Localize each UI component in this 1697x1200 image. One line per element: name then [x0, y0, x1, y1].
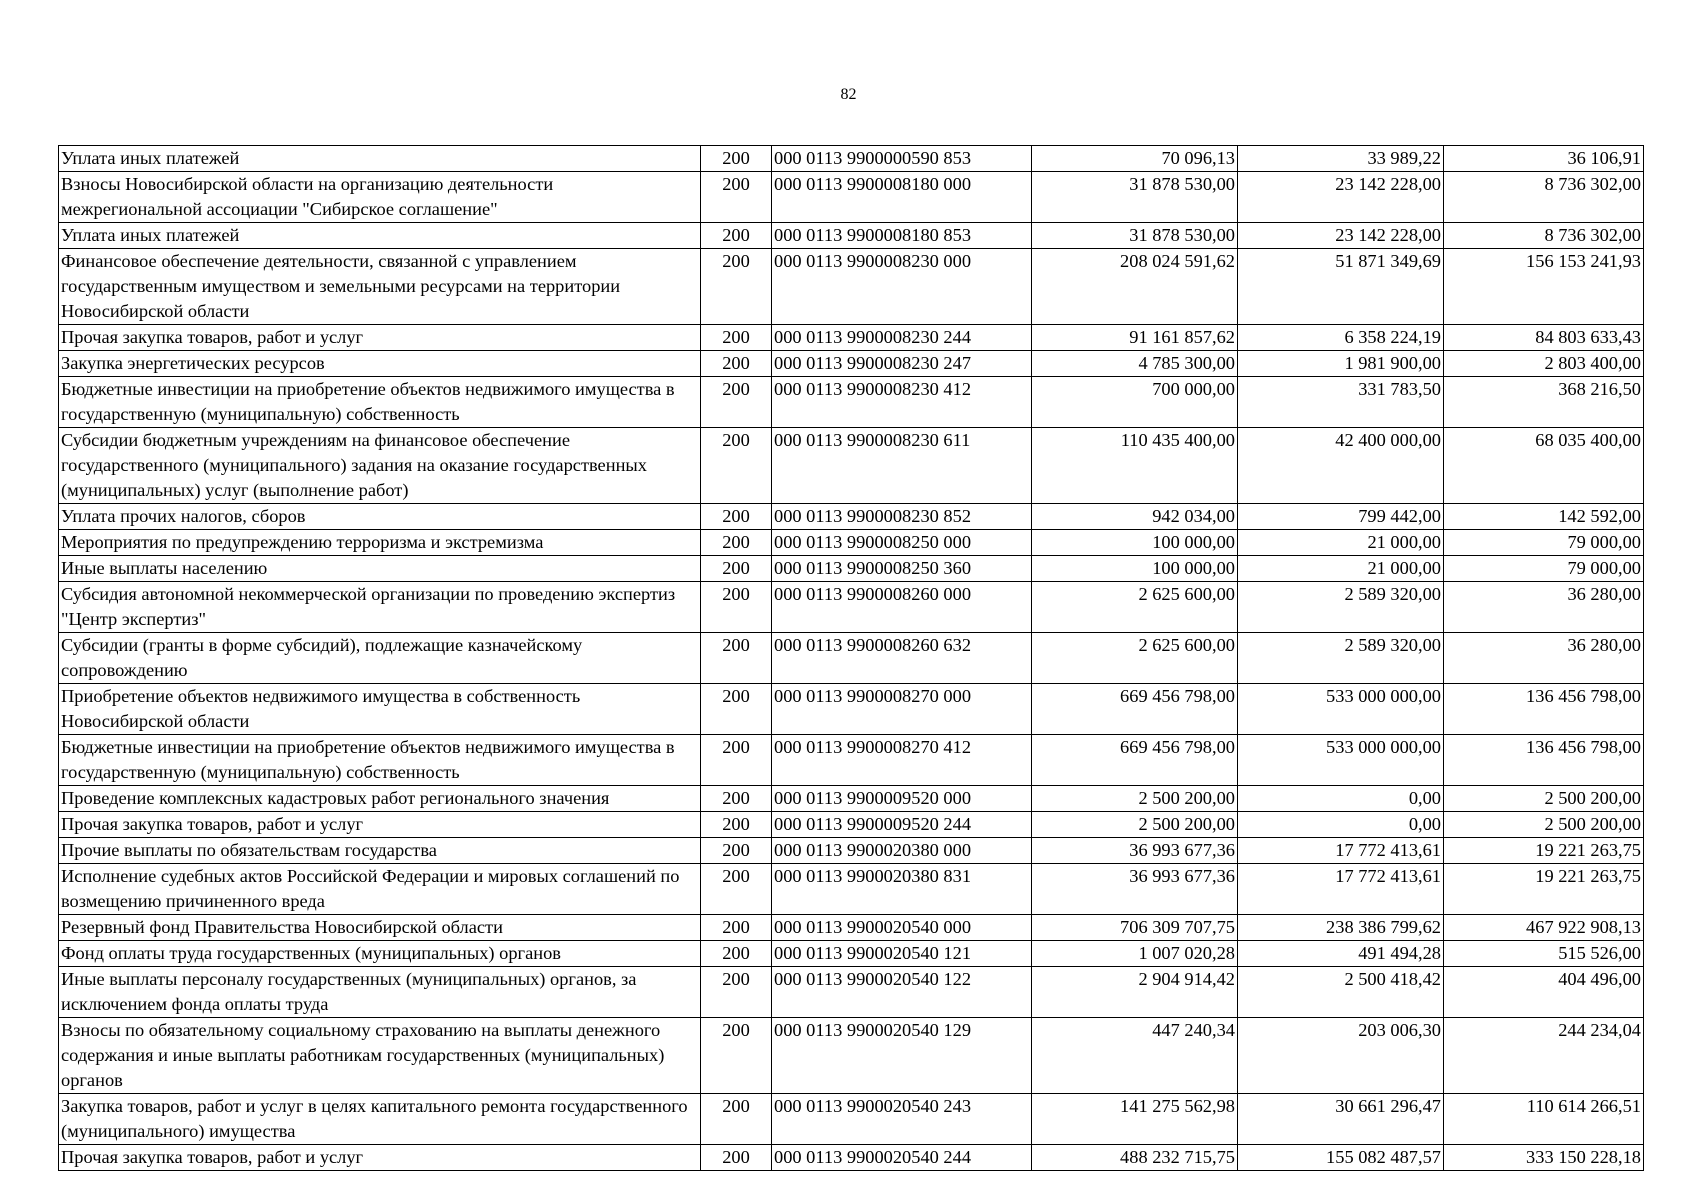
- cell-approved-amount: 2 904 914,42: [1032, 967, 1238, 1018]
- cell-approved-amount: 706 309 707,75: [1032, 915, 1238, 941]
- table-body: [59, 146, 1644, 1171]
- cell-name: Субсидии (гранты в форме субсидий), подлежащие казначейскому сопровождению: [59, 633, 701, 684]
- cell-budget-classification-code: 000 0113 9900020540 000: [772, 915, 1032, 941]
- cell-name: Взносы по обязательному социальному страхованию на выплаты денежного содержания и иные выплаты работникам государственных (муниципальных) органов: [59, 1018, 701, 1094]
- cell-approved-amount: 2 500 200,00: [1032, 812, 1238, 838]
- cell-unexecuted-amount: 110 614 266,51: [1444, 1094, 1644, 1145]
- table-row: [59, 1018, 1644, 1094]
- cell-executed-amount: 491 494,28: [1238, 941, 1444, 967]
- cell-approved-amount: 70 096,13: [1032, 146, 1238, 172]
- cell-approved-amount: 208 024 591,62: [1032, 249, 1238, 325]
- table-row: [59, 967, 1644, 1018]
- cell-executed-amount: 203 006,30: [1238, 1018, 1444, 1094]
- cell-executed-amount: 238 386 799,62: [1238, 915, 1444, 941]
- cell-approved-amount: 669 456 798,00: [1032, 735, 1238, 786]
- cell-admin-code: 200: [701, 838, 772, 864]
- cell-executed-amount: 30 661 296,47: [1238, 1094, 1444, 1145]
- cell-name: Уплата прочих налогов, сборов: [59, 504, 701, 530]
- cell-approved-amount: 1 007 020,28: [1032, 941, 1238, 967]
- cell-approved-amount: 669 456 798,00: [1032, 684, 1238, 735]
- cell-executed-amount: 533 000 000,00: [1238, 735, 1444, 786]
- cell-executed-amount: 42 400 000,00: [1238, 428, 1444, 504]
- table-row: [59, 146, 1644, 172]
- table-row: [59, 223, 1644, 249]
- table-row: [59, 504, 1644, 530]
- cell-budget-classification-code: 000 0113 9900008250 360: [772, 556, 1032, 582]
- cell-unexecuted-amount: 36 280,00: [1444, 633, 1644, 684]
- table-row: [59, 1145, 1644, 1171]
- cell-approved-amount: 31 878 530,00: [1032, 172, 1238, 223]
- table-row: [59, 582, 1644, 633]
- cell-admin-code: 200: [701, 1145, 772, 1171]
- cell-unexecuted-amount: 36 280,00: [1444, 582, 1644, 633]
- cell-admin-code: 200: [701, 556, 772, 582]
- cell-budget-classification-code: 000 0113 9900008230 611: [772, 428, 1032, 504]
- cell-budget-classification-code: 000 0113 9900008270 000: [772, 684, 1032, 735]
- cell-budget-classification-code: 000 0113 9900008180 000: [772, 172, 1032, 223]
- table-row: [59, 428, 1644, 504]
- cell-name: Уплата иных платежей: [59, 146, 701, 172]
- cell-approved-amount: 110 435 400,00: [1032, 428, 1238, 504]
- cell-admin-code: 200: [701, 786, 772, 812]
- cell-approved-amount: 2 625 600,00: [1032, 582, 1238, 633]
- cell-unexecuted-amount: 2 500 200,00: [1444, 786, 1644, 812]
- cell-approved-amount: 91 161 857,62: [1032, 325, 1238, 351]
- cell-budget-classification-code: 000 0113 9900008250 000: [772, 530, 1032, 556]
- table-row: [59, 249, 1644, 325]
- cell-admin-code: 200: [701, 504, 772, 530]
- cell-executed-amount: 799 442,00: [1238, 504, 1444, 530]
- table-row: [59, 786, 1644, 812]
- cell-budget-classification-code: 000 0113 9900008180 853: [772, 223, 1032, 249]
- cell-unexecuted-amount: 156 153 241,93: [1444, 249, 1644, 325]
- cell-budget-classification-code: 000 0113 9900008260 632: [772, 633, 1032, 684]
- cell-admin-code: 200: [701, 864, 772, 915]
- cell-unexecuted-amount: 79 000,00: [1444, 556, 1644, 582]
- cell-budget-classification-code: 000 0113 9900020540 121: [772, 941, 1032, 967]
- cell-unexecuted-amount: 467 922 908,13: [1444, 915, 1644, 941]
- cell-budget-classification-code: 000 0113 9900008230 244: [772, 325, 1032, 351]
- cell-name: Проведение комплексных кадастровых работ регионального значения: [59, 786, 701, 812]
- cell-name: Мероприятия по предупреждению терроризма и экстремизма: [59, 530, 701, 556]
- cell-unexecuted-amount: 8 736 302,00: [1444, 172, 1644, 223]
- cell-name: Иные выплаты персоналу государственных (муниципальных) органов, за исключением фонда оплаты труда: [59, 967, 701, 1018]
- cell-name: Взносы Новосибирской области на организацию деятельности межрегиональной ассоциации "Сибирское соглашение": [59, 172, 701, 223]
- table-row: [59, 1094, 1644, 1145]
- cell-name: Субсидия автономной некоммерческой организации по проведению экспертиз "Центр экспертиз": [59, 582, 701, 633]
- cell-approved-amount: 31 878 530,00: [1032, 223, 1238, 249]
- cell-name: Уплата иных платежей: [59, 223, 701, 249]
- budget-table: [58, 145, 1644, 1171]
- table-row: [59, 633, 1644, 684]
- cell-admin-code: 200: [701, 735, 772, 786]
- table-row: [59, 530, 1644, 556]
- cell-budget-classification-code: 000 0113 9900000590 853: [772, 146, 1032, 172]
- cell-unexecuted-amount: 79 000,00: [1444, 530, 1644, 556]
- cell-unexecuted-amount: 19 221 263,75: [1444, 864, 1644, 915]
- cell-approved-amount: 36 993 677,36: [1032, 864, 1238, 915]
- cell-budget-classification-code: 000 0113 9900020540 243: [772, 1094, 1032, 1145]
- cell-unexecuted-amount: 404 496,00: [1444, 967, 1644, 1018]
- cell-unexecuted-amount: 2 500 200,00: [1444, 812, 1644, 838]
- cell-approved-amount: 700 000,00: [1032, 377, 1238, 428]
- cell-approved-amount: 141 275 562,98: [1032, 1094, 1238, 1145]
- cell-executed-amount: 21 000,00: [1238, 556, 1444, 582]
- cell-admin-code: 200: [701, 146, 772, 172]
- cell-unexecuted-amount: 333 150 228,18: [1444, 1145, 1644, 1171]
- cell-executed-amount: 21 000,00: [1238, 530, 1444, 556]
- cell-admin-code: 200: [701, 530, 772, 556]
- cell-admin-code: 200: [701, 582, 772, 633]
- cell-executed-amount: 23 142 228,00: [1238, 223, 1444, 249]
- cell-budget-classification-code: 000 0113 9900008230 852: [772, 504, 1032, 530]
- cell-admin-code: 200: [701, 684, 772, 735]
- cell-name: Исполнение судебных актов Российской Федерации и мировых соглашений по возмещению причиненного вреда: [59, 864, 701, 915]
- table-row: [59, 812, 1644, 838]
- table-row: [59, 941, 1644, 967]
- cell-admin-code: 200: [701, 172, 772, 223]
- cell-approved-amount: 488 232 715,75: [1032, 1145, 1238, 1171]
- cell-executed-amount: 1 981 900,00: [1238, 351, 1444, 377]
- cell-unexecuted-amount: 515 526,00: [1444, 941, 1644, 967]
- cell-name: Иные выплаты населению: [59, 556, 701, 582]
- cell-name: Прочая закупка товаров, работ и услуг: [59, 812, 701, 838]
- cell-unexecuted-amount: 142 592,00: [1444, 504, 1644, 530]
- table-row: [59, 684, 1644, 735]
- cell-name: Приобретение объектов недвижимого имущества в собственность Новосибирской области: [59, 684, 701, 735]
- cell-name: Закупка товаров, работ и услуг в целях капитального ремонта государственного (муниципального) имущества: [59, 1094, 701, 1145]
- table-row: [59, 377, 1644, 428]
- table-row: [59, 838, 1644, 864]
- cell-admin-code: 200: [701, 1018, 772, 1094]
- cell-approved-amount: 36 993 677,36: [1032, 838, 1238, 864]
- cell-executed-amount: 155 082 487,57: [1238, 1145, 1444, 1171]
- cell-approved-amount: 100 000,00: [1032, 556, 1238, 582]
- cell-admin-code: 200: [701, 915, 772, 941]
- cell-executed-amount: 2 589 320,00: [1238, 582, 1444, 633]
- cell-unexecuted-amount: 36 106,91: [1444, 146, 1644, 172]
- cell-executed-amount: 0,00: [1238, 812, 1444, 838]
- cell-budget-classification-code: 000 0113 9900009520 000: [772, 786, 1032, 812]
- cell-budget-classification-code: 000 0113 9900008230 000: [772, 249, 1032, 325]
- cell-unexecuted-amount: 244 234,04: [1444, 1018, 1644, 1094]
- cell-unexecuted-amount: 68 035 400,00: [1444, 428, 1644, 504]
- cell-name: Закупка энергетических ресурсов: [59, 351, 701, 377]
- cell-executed-amount: 23 142 228,00: [1238, 172, 1444, 223]
- cell-executed-amount: 2 500 418,42: [1238, 967, 1444, 1018]
- cell-admin-code: 200: [701, 249, 772, 325]
- cell-name: Бюджетные инвестиции на приобретение объектов недвижимого имущества в государственную (муниципальную) собственность: [59, 377, 701, 428]
- cell-admin-code: 200: [701, 428, 772, 504]
- cell-admin-code: 200: [701, 223, 772, 249]
- cell-admin-code: 200: [701, 1094, 772, 1145]
- table-row: [59, 735, 1644, 786]
- cell-approved-amount: 2 500 200,00: [1032, 786, 1238, 812]
- cell-executed-amount: 533 000 000,00: [1238, 684, 1444, 735]
- cell-name: Фонд оплаты труда государственных (муниципальных) органов: [59, 941, 701, 967]
- table-row: [59, 351, 1644, 377]
- cell-admin-code: 200: [701, 351, 772, 377]
- table-row: [59, 325, 1644, 351]
- cell-approved-amount: 2 625 600,00: [1032, 633, 1238, 684]
- cell-approved-amount: 942 034,00: [1032, 504, 1238, 530]
- table-row: [59, 172, 1644, 223]
- cell-executed-amount: 17 772 413,61: [1238, 838, 1444, 864]
- cell-unexecuted-amount: 19 221 263,75: [1444, 838, 1644, 864]
- page-number: 82: [840, 86, 857, 103]
- cell-admin-code: 200: [701, 325, 772, 351]
- cell-name: Резервный фонд Правительства Новосибирской области: [59, 915, 701, 941]
- cell-executed-amount: 331 783,50: [1238, 377, 1444, 428]
- cell-name: Субсидии бюджетным учреждениям на финансовое обеспечение государственного (муниципального) задания на оказание государственных (муниципальных) услуг (выполнение работ): [59, 428, 701, 504]
- cell-budget-classification-code: 000 0113 9900008230 412: [772, 377, 1032, 428]
- cell-budget-classification-code: 000 0113 9900020380 831: [772, 864, 1032, 915]
- cell-budget-classification-code: 000 0113 9900020380 000: [772, 838, 1032, 864]
- cell-admin-code: 200: [701, 812, 772, 838]
- cell-admin-code: 200: [701, 633, 772, 684]
- cell-approved-amount: 447 240,34: [1032, 1018, 1238, 1094]
- cell-budget-classification-code: 000 0113 9900009520 244: [772, 812, 1032, 838]
- cell-unexecuted-amount: 8 736 302,00: [1444, 223, 1644, 249]
- cell-budget-classification-code: 000 0113 9900008270 412: [772, 735, 1032, 786]
- cell-name: Прочая закупка товаров, работ и услуг: [59, 325, 701, 351]
- cell-executed-amount: 33 989,22: [1238, 146, 1444, 172]
- cell-executed-amount: 51 871 349,69: [1238, 249, 1444, 325]
- cell-name: Прочие выплаты по обязательствам государства: [59, 838, 701, 864]
- table-row: [59, 864, 1644, 915]
- cell-executed-amount: 6 358 224,19: [1238, 325, 1444, 351]
- cell-approved-amount: 100 000,00: [1032, 530, 1238, 556]
- cell-unexecuted-amount: 2 803 400,00: [1444, 351, 1644, 377]
- cell-admin-code: 200: [701, 967, 772, 1018]
- cell-admin-code: 200: [701, 377, 772, 428]
- cell-executed-amount: 2 589 320,00: [1238, 633, 1444, 684]
- cell-budget-classification-code: 000 0113 9900020540 129: [772, 1018, 1032, 1094]
- cell-budget-classification-code: 000 0113 9900008260 000: [772, 582, 1032, 633]
- cell-admin-code: 200: [701, 941, 772, 967]
- cell-budget-classification-code: 000 0113 9900020540 122: [772, 967, 1032, 1018]
- cell-name: Прочая закупка товаров, работ и услуг: [59, 1145, 701, 1171]
- cell-budget-classification-code: 000 0113 9900008230 247: [772, 351, 1032, 377]
- cell-budget-classification-code: 000 0113 9900020540 244: [772, 1145, 1032, 1171]
- cell-unexecuted-amount: 368 216,50: [1444, 377, 1644, 428]
- cell-unexecuted-amount: 84 803 633,43: [1444, 325, 1644, 351]
- cell-name: Финансовое обеспечение деятельности, связанной с управлением государственным имуществом и земельными ресурсами на территории Новосибирской области: [59, 249, 701, 325]
- cell-unexecuted-amount: 136 456 798,00: [1444, 735, 1644, 786]
- cell-approved-amount: 4 785 300,00: [1032, 351, 1238, 377]
- table-row: [59, 556, 1644, 582]
- table-row: [59, 915, 1644, 941]
- cell-name: Бюджетные инвестиции на приобретение объектов недвижимого имущества в государственную (муниципальную) собственность: [59, 735, 701, 786]
- cell-executed-amount: 0,00: [1238, 786, 1444, 812]
- cell-unexecuted-amount: 136 456 798,00: [1444, 684, 1644, 735]
- cell-executed-amount: 17 772 413,61: [1238, 864, 1444, 915]
